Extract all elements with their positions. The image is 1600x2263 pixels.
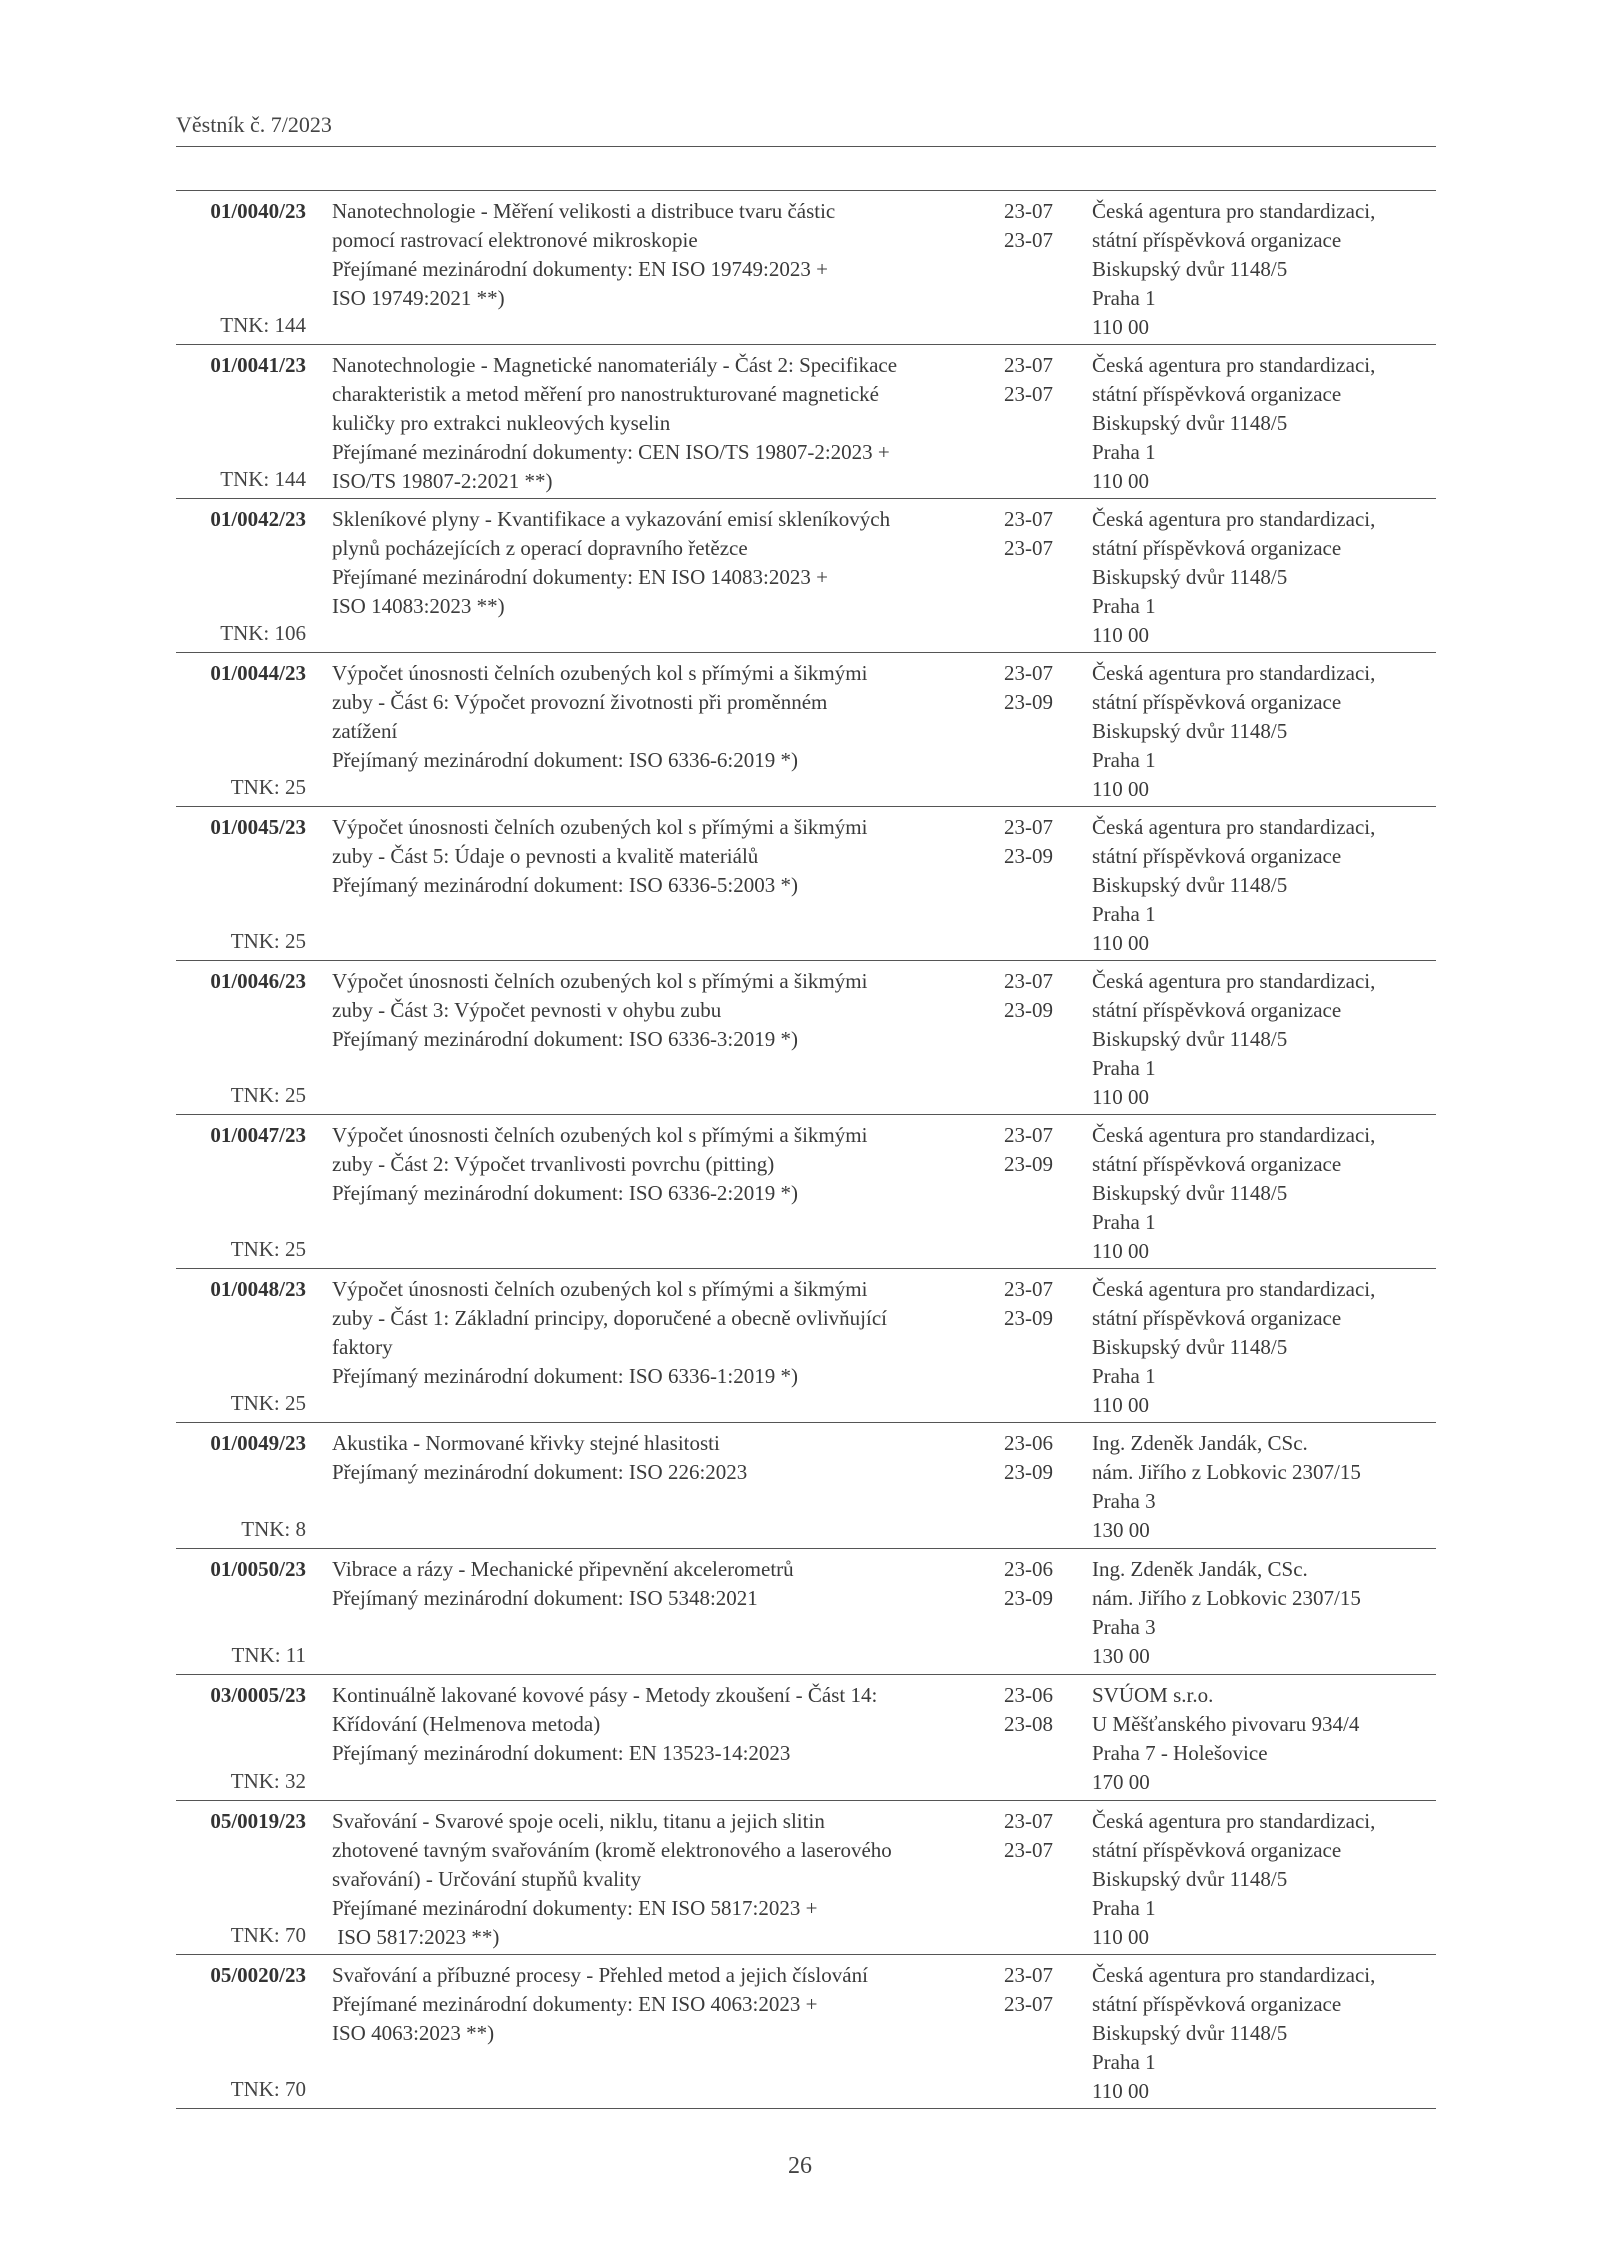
- table-row: [176, 1115, 1436, 1269]
- address-line: Ing. Zdeněk Jandák, CSc.: [1092, 1557, 1308, 1581]
- entry-dates: [1004, 1429, 1084, 1487]
- entry-dates: [1004, 1275, 1084, 1333]
- address-line: 110 00: [1092, 1393, 1149, 1417]
- address-line: 110 00: [1092, 931, 1149, 955]
- entry-id-column: [176, 197, 306, 340]
- entry-number: 01/0049/23: [210, 1431, 306, 1455]
- address-line: Biskupský dvůr 1148/5: [1092, 1027, 1288, 1051]
- description-line: Přejímaný mezinárodní dokument: ISO 5348:2021: [332, 1586, 758, 1610]
- address-line: státní příspěvková organizace: [1092, 228, 1342, 252]
- address-line: 130 00: [1092, 1518, 1150, 1542]
- entry-date: 23-07: [1004, 507, 1053, 531]
- entry-id-column: [176, 1275, 306, 1418]
- description-line: Přejímaný mezinárodní dokument: ISO 226:2023: [332, 1460, 748, 1484]
- entry-address: [1092, 1681, 1437, 1797]
- entry-date: 23-07: [1004, 815, 1053, 839]
- description-line: Výpočet únosnosti čelních ozubených kol s přímými a šikmými: [332, 1123, 868, 1147]
- entry-address: [1092, 1555, 1437, 1671]
- address-line: Česká agentura pro standardizaci,: [1092, 661, 1376, 685]
- entry-tnk: TNK: 25: [230, 1083, 306, 1107]
- entry-address: [1092, 1275, 1437, 1420]
- description-line: Přejímané mezinárodní dokumenty: EN ISO 5817:2023 +: [332, 1896, 818, 1920]
- description-line: ISO/TS 19807-2:2021 **): [332, 469, 553, 493]
- entry-id-column: [176, 1429, 306, 1544]
- table-row: [176, 1801, 1436, 1955]
- entry-date: 23-07: [1004, 1123, 1053, 1147]
- description-line: Přejímané mezinárodní dokumenty: EN ISO 19749:2023 +: [332, 257, 828, 281]
- entry-date: 23-07: [1004, 1963, 1053, 1987]
- address-line: státní příspěvková organizace: [1092, 536, 1342, 560]
- table-row: [176, 499, 1436, 653]
- entry-id-column: [176, 1681, 306, 1796]
- description-line: Svařování - Svarové spoje oceli, niklu, titanu a jejich slitin: [332, 1809, 825, 1833]
- entry-dates: [1004, 1121, 1084, 1179]
- address-line: 110 00: [1092, 469, 1149, 493]
- entry-number: 01/0048/23: [210, 1277, 306, 1301]
- address-line: nám. Jiřího z Lobkovic 2307/15: [1092, 1586, 1361, 1610]
- entry-number: 03/0005/23: [210, 1683, 306, 1707]
- entry-dates: [1004, 1555, 1084, 1613]
- entry-date: 23-07: [1004, 536, 1053, 560]
- entry-number: 01/0050/23: [210, 1557, 306, 1581]
- entry-address: [1092, 1121, 1437, 1266]
- entry-number: 01/0042/23: [210, 507, 306, 531]
- entry-dates: [1004, 1961, 1084, 2019]
- description-line: Výpočet únosnosti čelních ozubených kol s přímými a šikmými: [332, 1277, 868, 1301]
- entry-address: [1092, 813, 1437, 958]
- address-line: Biskupský dvůr 1148/5: [1092, 411, 1288, 435]
- entry-date: 23-07: [1004, 228, 1053, 252]
- address-line: Biskupský dvůr 1148/5: [1092, 1181, 1288, 1205]
- entry-date: 23-06: [1004, 1683, 1053, 1707]
- entry-address: [1092, 505, 1437, 650]
- address-line: Česká agentura pro standardizaci,: [1092, 1277, 1376, 1301]
- address-line: 110 00: [1092, 1925, 1149, 1949]
- description-line: zuby - Část 6: Výpočet provozní životnosti při proměnném: [332, 690, 828, 714]
- address-line: státní příspěvková organizace: [1092, 382, 1342, 406]
- entry-date: 23-09: [1004, 1306, 1053, 1330]
- address-line: Biskupský dvůr 1148/5: [1092, 1335, 1288, 1359]
- address-line: Biskupský dvůr 1148/5: [1092, 719, 1288, 743]
- description-line: faktory: [332, 1335, 393, 1359]
- address-line: 110 00: [1092, 315, 1149, 339]
- description-line: Skleníkové plyny - Kvantifikace a vykazování emisí skleníkových: [332, 507, 891, 531]
- address-line: 110 00: [1092, 1239, 1149, 1263]
- entry-address: [1092, 1807, 1437, 1952]
- entry-tnk: TNK: 25: [230, 1391, 306, 1415]
- table-row: [176, 1269, 1436, 1423]
- entry-id-column: [176, 1961, 306, 2104]
- entry-date: 23-07: [1004, 1992, 1053, 2016]
- address-line: 110 00: [1092, 777, 1149, 801]
- entry-id-column: [176, 505, 306, 648]
- description-line: Svařování a příbuzné procesy - Přehled metod a jejich číslování: [332, 1963, 868, 1987]
- address-line: Česká agentura pro standardizaci,: [1092, 1123, 1376, 1147]
- entry-date: 23-09: [1004, 690, 1053, 714]
- description-line: Přejímané mezinárodní dokumenty: EN ISO 14083:2023 +: [332, 565, 828, 589]
- entry-date: 23-07: [1004, 1277, 1053, 1301]
- standards-table: [176, 190, 1436, 2109]
- entry-tnk: TNK: 11: [231, 1643, 306, 1667]
- entry-tnk: TNK: 70: [230, 1923, 306, 1947]
- address-line: 130 00: [1092, 1644, 1150, 1668]
- address-line: SVÚOM s.r.o.: [1092, 1683, 1214, 1707]
- entry-address: [1092, 197, 1437, 342]
- entry-date: 23-09: [1004, 1460, 1053, 1484]
- description-line: zuby - Část 5: Údaje o pevnosti a kvalitě materiálů: [332, 844, 759, 868]
- entry-date: 23-06: [1004, 1431, 1053, 1455]
- address-line: Biskupský dvůr 1148/5: [1092, 873, 1288, 897]
- address-line: Praha 1: [1092, 1056, 1156, 1080]
- entry-dates: [1004, 1681, 1084, 1739]
- description-line: ISO 14083:2023 **): [332, 594, 505, 618]
- address-line: Praha 1: [1092, 902, 1156, 926]
- address-line: státní příspěvková organizace: [1092, 1306, 1342, 1330]
- description-line: Vibrace a rázy - Mechanické připevnění akcelerometrů: [332, 1557, 794, 1581]
- description-line: zuby - Část 3: Výpočet pevnosti v ohybu zubu: [332, 998, 722, 1022]
- table-row: [176, 191, 1436, 345]
- entry-date: 23-09: [1004, 1586, 1053, 1610]
- page-number: 26: [788, 2153, 812, 2179]
- entry-number: 01/0044/23: [210, 661, 306, 685]
- address-line: Česká agentura pro standardizaci,: [1092, 199, 1376, 223]
- table-row: [176, 1955, 1436, 2109]
- entry-date: 23-07: [1004, 661, 1053, 685]
- entry-address: [1092, 1961, 1437, 2106]
- address-line: Praha 7 - Holešovice: [1092, 1741, 1268, 1765]
- address-line: Praha 1: [1092, 286, 1156, 310]
- table-row: [176, 961, 1436, 1115]
- description-line: Přejímaný mezinárodní dokument: ISO 6336-3:2019 *): [332, 1027, 799, 1051]
- description-line: Kontinuálně lakované kovové pásy - Metody zkoušení - Část 14:: [332, 1683, 878, 1707]
- address-line: nám. Jiřího z Lobkovic 2307/15: [1092, 1460, 1361, 1484]
- description-line: Nanotechnologie - Měření velikosti a distribuce tvaru částic: [332, 199, 836, 223]
- entry-tnk: TNK: 144: [220, 467, 306, 491]
- address-line: státní příspěvková organizace: [1092, 844, 1342, 868]
- description-line: zatížení: [332, 719, 398, 743]
- entry-tnk: TNK: 144: [220, 313, 306, 337]
- address-line: státní příspěvková organizace: [1092, 690, 1342, 714]
- address-line: státní příspěvková organizace: [1092, 998, 1342, 1022]
- entry-dates: [1004, 659, 1084, 717]
- address-line: Ing. Zdeněk Jandák, CSc.: [1092, 1431, 1308, 1455]
- description-line: ISO 5817:2023 **): [332, 1925, 500, 1949]
- entry-id-column: [176, 1807, 306, 1950]
- entry-date: 23-07: [1004, 1809, 1053, 1833]
- address-line: Česká agentura pro standardizaci,: [1092, 1809, 1376, 1833]
- table-row: [176, 653, 1436, 807]
- table-row: [176, 807, 1436, 961]
- description-line: Výpočet únosnosti čelních ozubených kol s přímými a šikmými: [332, 815, 868, 839]
- entry-date: 23-06: [1004, 1557, 1053, 1581]
- address-line: Praha 1: [1092, 2050, 1156, 2074]
- address-line: 110 00: [1092, 2079, 1149, 2103]
- entry-date: 23-09: [1004, 1152, 1053, 1176]
- address-line: státní příspěvková organizace: [1092, 1992, 1342, 2016]
- entry-date: 23-07: [1004, 1838, 1053, 1862]
- address-line: Česká agentura pro standardizaci,: [1092, 507, 1376, 531]
- description-line: ISO 4063:2023 **): [332, 2021, 495, 2045]
- address-line: Biskupský dvůr 1148/5: [1092, 1867, 1288, 1891]
- address-line: Praha 1: [1092, 1364, 1156, 1388]
- entry-address: [1092, 351, 1437, 496]
- entry-tnk: TNK: 106: [220, 621, 306, 645]
- entry-address: [1092, 967, 1437, 1112]
- description-line: Přejímané mezinárodní dokumenty: CEN ISO/TS 19807-2:2023 +: [332, 440, 890, 464]
- entry-date: 23-09: [1004, 998, 1053, 1022]
- description-line: zuby - Část 2: Výpočet trvanlivosti povrchu (pitting): [332, 1152, 775, 1176]
- description-line: Křídování (Helmenova metoda): [332, 1712, 601, 1736]
- description-line: Akustika - Normované křivky stejné hlasitosti: [332, 1431, 720, 1455]
- entry-dates: [1004, 197, 1084, 255]
- description-line: Přejímané mezinárodní dokumenty: EN ISO 4063:2023 +: [332, 1992, 818, 2016]
- address-line: Biskupský dvůr 1148/5: [1092, 565, 1288, 589]
- entry-date: 23-07: [1004, 382, 1053, 406]
- entry-number: 01/0041/23: [210, 353, 306, 377]
- entry-number: 05/0020/23: [210, 1963, 306, 1987]
- entry-dates: [1004, 967, 1084, 1025]
- address-line: Praha 1: [1092, 1896, 1156, 1920]
- address-line: Praha 1: [1092, 594, 1156, 618]
- address-line: Praha 3: [1092, 1489, 1156, 1513]
- table-row: [176, 345, 1436, 499]
- address-line: státní příspěvková organizace: [1092, 1152, 1342, 1176]
- entry-number: 01/0047/23: [210, 1123, 306, 1147]
- entry-number: 01/0046/23: [210, 969, 306, 993]
- description-line: Výpočet únosnosti čelních ozubených kol s přímými a šikmými: [332, 661, 868, 685]
- description-line: Přejímaný mezinárodní dokument: ISO 6336-1:2019 *): [332, 1364, 799, 1388]
- entry-id-column: [176, 1555, 306, 1670]
- address-line: Česká agentura pro standardizaci,: [1092, 353, 1376, 377]
- address-line: státní příspěvková organizace: [1092, 1838, 1342, 1862]
- address-line: Česká agentura pro standardizaci,: [1092, 815, 1376, 839]
- address-line: Praha 1: [1092, 1210, 1156, 1234]
- address-line: 110 00: [1092, 623, 1149, 647]
- entry-date: 23-07: [1004, 353, 1053, 377]
- entry-id-column: [176, 813, 306, 956]
- address-line: Česká agentura pro standardizaci,: [1092, 969, 1376, 993]
- table-row: [176, 1675, 1436, 1801]
- address-line: Biskupský dvůr 1148/5: [1092, 2021, 1288, 2045]
- address-line: 110 00: [1092, 1085, 1149, 1109]
- entry-tnk: TNK: 32: [230, 1769, 306, 1793]
- table-row: [176, 1549, 1436, 1675]
- entry-dates: [1004, 813, 1084, 871]
- address-line: Biskupský dvůr 1148/5: [1092, 257, 1288, 281]
- description-line: charakteristik a metod měření pro nanostrukturované magnetické: [332, 382, 879, 406]
- entry-number: 01/0045/23: [210, 815, 306, 839]
- address-line: 170 00: [1092, 1770, 1150, 1794]
- description-line: plynů pocházejících z operací dopravního řetězce: [332, 536, 748, 560]
- address-line: Praha 3: [1092, 1615, 1156, 1639]
- entry-id-column: [176, 351, 306, 494]
- table-row: [176, 1423, 1436, 1549]
- entry-tnk: TNK: 25: [230, 1237, 306, 1261]
- entry-tnk: TNK: 8: [241, 1517, 306, 1541]
- entry-tnk: TNK: 25: [230, 929, 306, 953]
- entry-id-column: [176, 967, 306, 1110]
- description-line: zhotovené tavným svařováním (kromě elektronového a laserového: [332, 1838, 892, 1862]
- entry-date: 23-07: [1004, 969, 1053, 993]
- description-line: Přejímaný mezinárodní dokument: ISO 6336-6:2019 *): [332, 748, 799, 772]
- address-line: Česká agentura pro standardizaci,: [1092, 1963, 1376, 1987]
- entry-number: 05/0019/23: [210, 1809, 306, 1833]
- entry-tnk: TNK: 25: [230, 775, 306, 799]
- entry-dates: [1004, 351, 1084, 409]
- entry-date: 23-07: [1004, 199, 1053, 223]
- description-line: Výpočet únosnosti čelních ozubených kol s přímými a šikmými: [332, 969, 868, 993]
- address-line: U Měšťanského pivovaru 934/4: [1092, 1712, 1360, 1736]
- entry-id-column: [176, 1121, 306, 1264]
- entry-id-column: [176, 659, 306, 802]
- entry-date: 23-09: [1004, 844, 1053, 868]
- entry-dates: [1004, 1807, 1084, 1865]
- entry-tnk: TNK: 70: [230, 2077, 306, 2101]
- entry-number: 01/0040/23: [210, 199, 306, 223]
- address-line: Praha 1: [1092, 440, 1156, 464]
- description-line: zuby - Část 1: Základní principy, doporučené a obecně ovlivňující: [332, 1306, 887, 1330]
- description-line: ISO 19749:2021 **): [332, 286, 505, 310]
- description-line: pomocí rastrovací elektronové mikroskopie: [332, 228, 698, 252]
- description-line: Přejímaný mezinárodní dokument: ISO 6336-2:2019 *): [332, 1181, 799, 1205]
- address-line: Praha 1: [1092, 748, 1156, 772]
- entry-address: [1092, 659, 1437, 804]
- description-line: kuličky pro extrakci nukleových kyselin: [332, 411, 671, 435]
- description-line: Přejímaný mezinárodní dokument: EN 13523-14:2023: [332, 1741, 791, 1765]
- header-divider: [176, 146, 1436, 147]
- description-line: Nanotechnologie - Magnetické nanomateriály - Část 2: Specifikace: [332, 353, 898, 377]
- entry-address: [1092, 1429, 1437, 1545]
- description-line: svařování) - Určování stupňů kvality: [332, 1867, 642, 1891]
- description-line: Přejímaný mezinárodní dokument: ISO 6336-5:2003 *): [332, 873, 799, 897]
- journal-header: Věstník č. 7/2023: [176, 112, 332, 137]
- entry-date: 23-08: [1004, 1712, 1053, 1736]
- entry-dates: [1004, 505, 1084, 563]
